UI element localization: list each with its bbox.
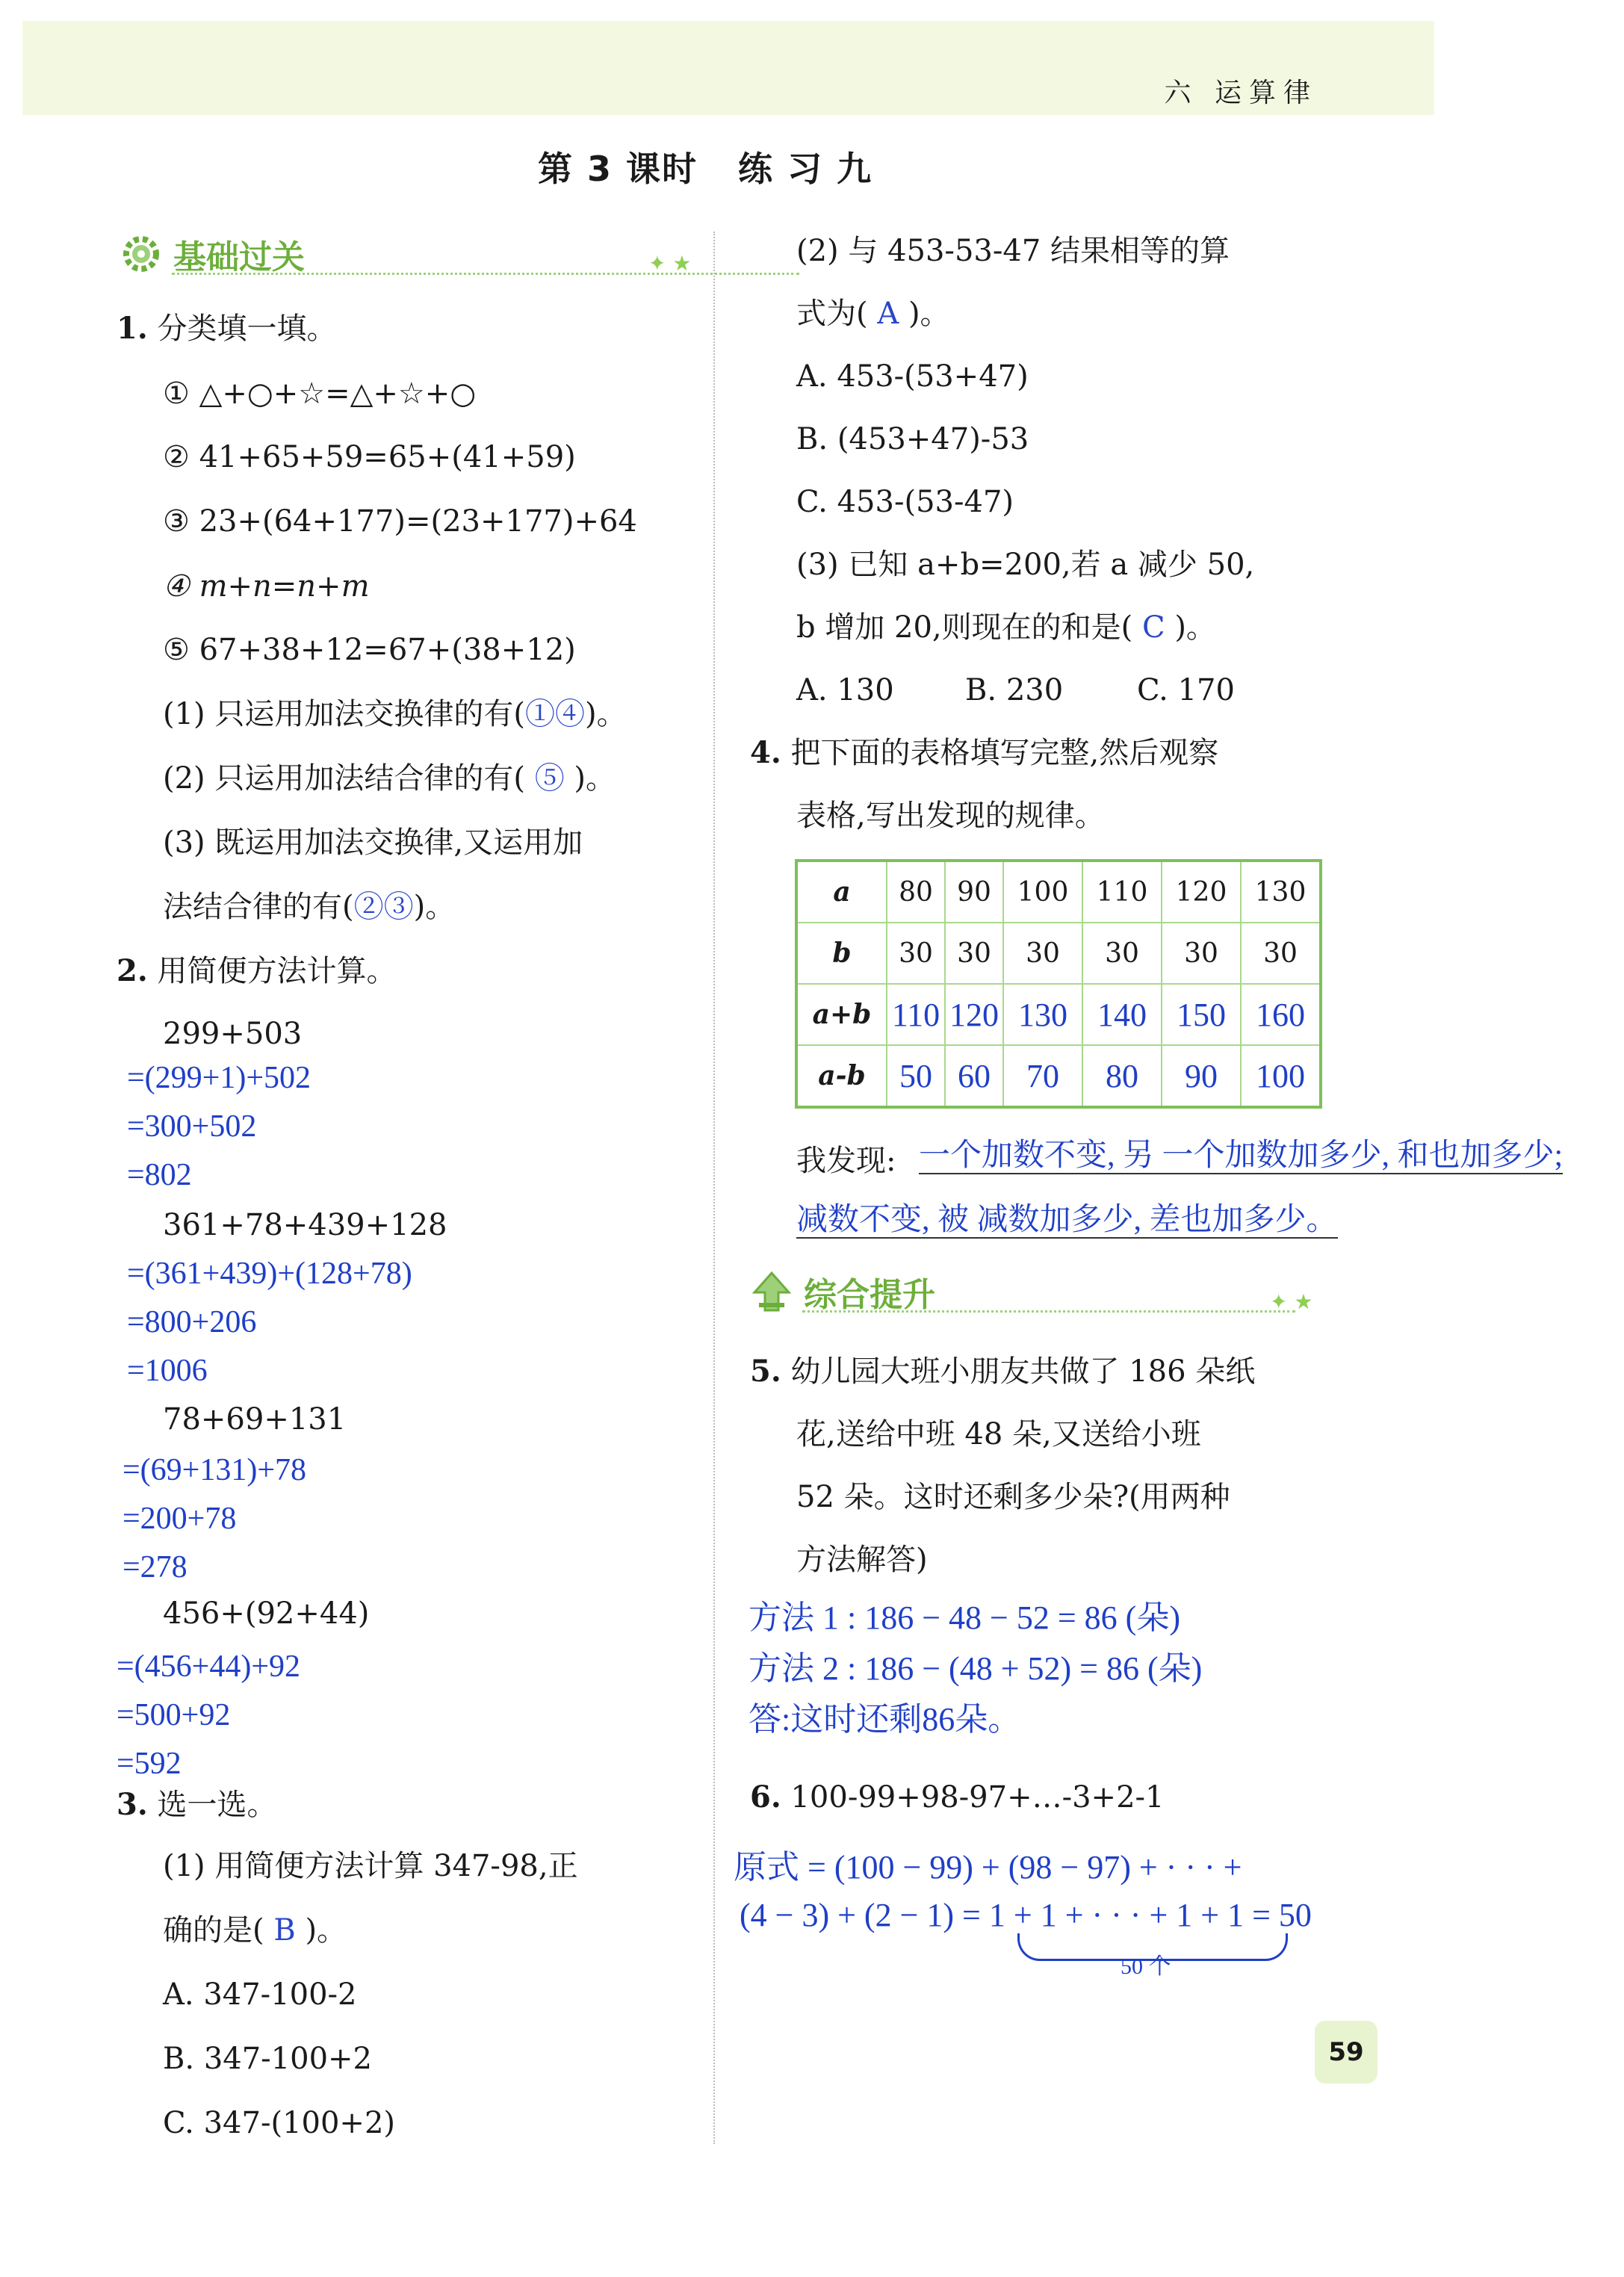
q5-answer-method-1: 方法 1 : 186 − 48 − 52 = 86 (朵) <box>749 1599 1180 1636</box>
table-answer-cell: 90 <box>1162 1045 1241 1107</box>
q1-prompt: 1. 分类填一填。 <box>117 311 337 346</box>
table-cell: 30 <box>945 923 1003 984</box>
section-advanced-label: 综合提升 <box>804 1276 935 1314</box>
q3-s1-option-c: C. 347-(100+2) <box>163 2106 395 2140</box>
table-answer-cell: 130 <box>1003 984 1082 1045</box>
table-cell: 30 <box>1082 923 1162 984</box>
q2-prompt: 2. 用简便方法计算。 <box>117 953 397 988</box>
q1-item-2: ② 41+65+59=65+(41+59) <box>163 440 576 474</box>
table-answer-cell: 60 <box>945 1045 1003 1107</box>
table-row <box>796 861 1321 923</box>
q1-item-3: ③ 23+(64+177)=(23+177)+64 <box>163 504 637 539</box>
q2-problem-3: 78+69+131 <box>163 1402 347 1437</box>
table-cell: 90 <box>945 861 1003 923</box>
q6-expression: 6. 100-99+98-97+…-3+2-1 <box>750 1779 1165 1815</box>
table-cell: 80 <box>887 861 945 923</box>
q5-line3: 52 朵。这时还剩多少朵?(用两种 <box>796 1480 1230 1514</box>
q3-s1-option-a: A. 347-100-2 <box>163 1977 357 2012</box>
q2-p3-step-2: =200+78 <box>123 1502 237 1536</box>
chapter-title: 六 运算律 <box>1164 78 1318 108</box>
table-head-a: a <box>796 861 887 923</box>
table-cell: 30 <box>1162 923 1241 984</box>
table-cell: 30 <box>1241 923 1321 984</box>
q6-brace-label: 50 个 <box>1121 1954 1171 1979</box>
q1-sub1: (1) 只运用加法交换律的有(①④)。 <box>163 697 627 731</box>
table-answer-cell: 110 <box>887 984 945 1045</box>
q2-p2-step-1: =(361+439)+(128+78) <box>127 1257 412 1291</box>
q4-finding-label: 我发现: <box>796 1144 896 1178</box>
table-answer-cell: 100 <box>1241 1045 1321 1107</box>
q6-ones-sum: 1 + 1 + · · · + 1 + 1 <box>988 1897 1245 1933</box>
q4-finding-answer-1: 一个加数不变, 另 一个加数加多少, 和也加多少; <box>919 1138 1563 1174</box>
q2-p1-step-3: =802 <box>127 1158 192 1192</box>
q2-p4-step-3: =592 <box>117 1747 182 1781</box>
q1-sub2: (2) 只运用加法结合律的有( ⑤ )。 <box>163 761 616 796</box>
q3-s3-line1: (3) 已知 a+b=200,若 a 减少 50, <box>796 548 1255 582</box>
q3-s1-option-b: B. 347-100+2 <box>163 2042 372 2076</box>
q3-s1-line1: (1) 用简便方法计算 347-98,正 <box>163 1849 578 1883</box>
q3-s3-option-b: B. 230 <box>965 673 1064 707</box>
table-answer-cell: 70 <box>1003 1045 1082 1107</box>
q3-s1-line2: 确的是( B )。 <box>163 1913 347 1948</box>
table-answer-cell: 150 <box>1162 984 1241 1045</box>
q2-problem-4: 456+(92+44) <box>163 1596 370 1631</box>
q3-s2-option-a: A. 453-(53+47) <box>796 359 1029 394</box>
q6-answer-line1: 原式 = (100 − 99) + (98 − 97) + · · · + <box>734 1849 1242 1886</box>
arrow-up-icon <box>750 1270 793 1313</box>
q2-p1-step-1: =(299+1)+502 <box>127 1061 312 1095</box>
q2-p3-step-3: =278 <box>123 1550 187 1584</box>
q2-p3-step-1: =(69+131)+78 <box>123 1453 307 1487</box>
q3-s1-answer: B <box>273 1913 296 1948</box>
q5-line1: 5. 幼儿园大班小朋友共做了 186 朵纸 <box>750 1354 1256 1389</box>
table-answer-cell: 140 <box>1082 984 1162 1045</box>
lesson-name: 练 习 九 <box>738 149 873 189</box>
q1-sub1-answer: ①④ <box>524 697 585 731</box>
table-cell: 110 <box>1082 861 1162 923</box>
page-number: 59 <box>1315 2021 1377 2084</box>
table-answer-cell: 120 <box>945 984 1003 1045</box>
q4-table <box>795 859 1322 1109</box>
table-cell: 30 <box>1003 923 1082 984</box>
lesson-title <box>538 142 873 191</box>
q2-p1-step-2: =300+502 <box>127 1109 257 1144</box>
q3-s3-answer: C <box>1141 610 1165 645</box>
q1-item-1: ① △+○+☆=△+☆+○ <box>163 377 477 411</box>
q3-s2-option-b: B. (453+47)-53 <box>796 422 1029 456</box>
star-icon: ✦ ★ <box>648 251 692 276</box>
gear-icon <box>120 232 163 276</box>
q3-s2-option-c: C. 453-(53-47) <box>796 485 1014 519</box>
table-head-sum: a+b <box>796 984 887 1045</box>
q5-answer-final: 答:这时还剩86朵。 <box>749 1701 1021 1738</box>
section-advanced-line <box>802 1310 1295 1313</box>
table-row <box>796 923 1321 984</box>
q5-line2: 花,送给中班 48 朵,又送给小班 <box>796 1417 1201 1452</box>
table-row <box>796 984 1321 1045</box>
q2-p4-step-2: =500+92 <box>117 1698 231 1732</box>
q3-s3-option-a: A. 130 <box>796 673 894 707</box>
q3-s3-option-c: C. 170 <box>1137 673 1235 707</box>
table-answer-cell: 50 <box>887 1045 945 1107</box>
q2-p4-step-1: =(456+44)+92 <box>117 1649 301 1684</box>
section-advanced-header <box>750 1265 935 1318</box>
table-answer-cell: 160 <box>1241 984 1321 1045</box>
section-basic-header <box>120 228 305 280</box>
q3-prompt: 3. 选一选。 <box>117 1787 277 1822</box>
q4-finding-answer-2: 减数不变, 被 减数加多少, 差也加多少。 <box>796 1203 1338 1239</box>
table-cell: 30 <box>887 923 945 984</box>
table-row <box>796 1045 1321 1107</box>
q1-sub3-answer: ②③ <box>353 890 414 924</box>
section-basic-line <box>172 273 799 275</box>
star-icon: ✦ ★ <box>1270 1289 1313 1314</box>
q2-p2-step-3: =1006 <box>127 1354 208 1388</box>
q5-answer-method-2: 方法 2 : 186 − (48 + 52) = 86 (朵) <box>749 1650 1203 1687</box>
table-answer-cell: 80 <box>1082 1045 1162 1107</box>
q4-line1: 4. 把下面的表格填写完整,然后观察 <box>750 735 1219 770</box>
q1-item-4: ④ m+n=n+m <box>163 569 370 604</box>
q3-s2-line2: 式为( A )。 <box>796 297 950 331</box>
q6-answer-line2: (4 − 3) + (2 − 1) = 1 + 1 + · · · + 1 + 1 = 50 <box>740 1897 1312 1933</box>
section-basic-label: 基础过关 <box>173 238 305 276</box>
lesson-number: 第 3 课时 <box>538 149 698 189</box>
q2-p2-step-2: =800+206 <box>127 1305 257 1339</box>
table-head-diff: a-b <box>796 1045 887 1107</box>
q1-sub2-answer: ⑤ <box>534 761 565 796</box>
q2-problem-1: 299+503 <box>163 1017 303 1051</box>
q5-line4: 方法解答) <box>796 1543 928 1577</box>
q1-sub3-line1: (3) 既运用加法交换律,又运用加 <box>163 825 583 860</box>
table-cell: 130 <box>1241 861 1321 923</box>
q3-s2-line1: (2) 与 453-53-47 结果相等的算 <box>796 234 1230 268</box>
q4-line2: 表格,写出发现的规律。 <box>796 799 1105 833</box>
table-head-b: b <box>796 923 887 984</box>
q1-item-5: ⑤ 67+38+12=67+(38+12) <box>163 633 576 667</box>
q1-sub3-line2: 法结合律的有(②③)。 <box>163 890 456 924</box>
table-cell: 120 <box>1162 861 1241 923</box>
q3-s3-line2: b 增加 20,则现在的和是( C )。 <box>796 610 1216 645</box>
q3-s2-answer: A <box>877 297 899 331</box>
column-divider <box>713 232 715 2144</box>
table-cell: 100 <box>1003 861 1082 923</box>
q2-problem-2: 361+78+439+128 <box>163 1208 447 1242</box>
